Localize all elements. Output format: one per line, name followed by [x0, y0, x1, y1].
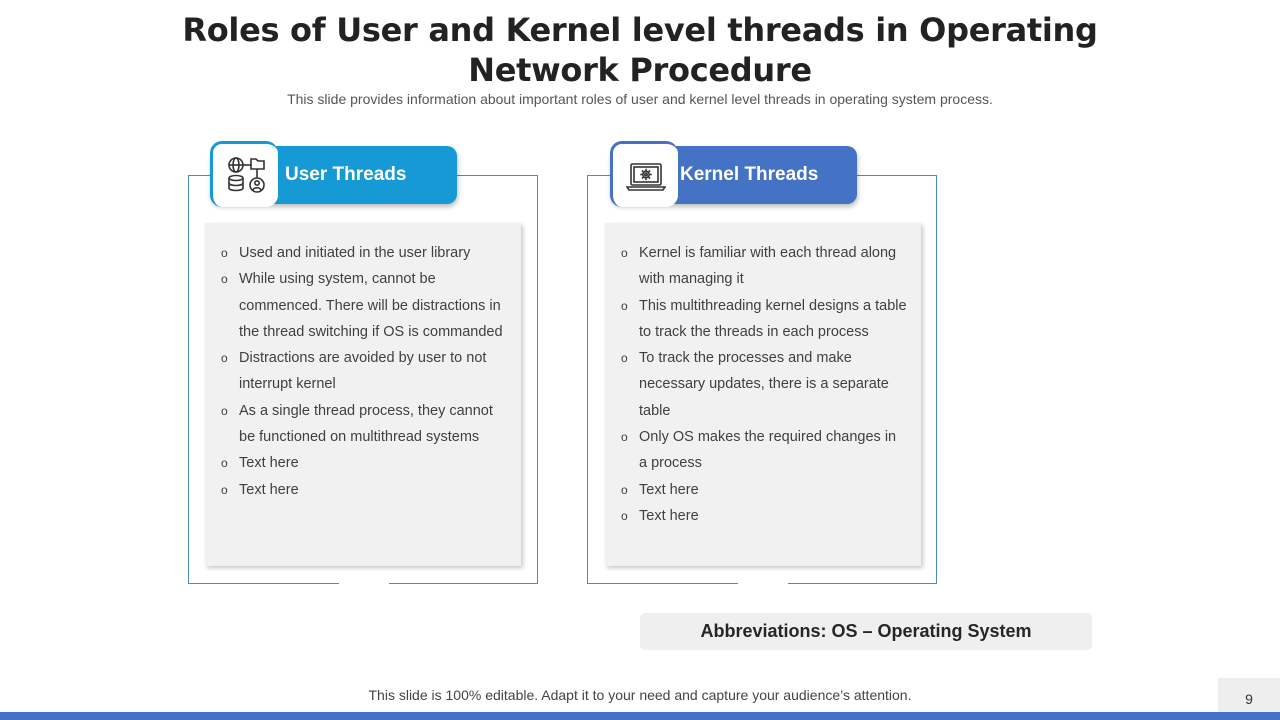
- list-item: [221, 477, 507, 503]
- panel-border-gap: [339, 581, 389, 585]
- list-item-text: Only OS makes the required changes in a process: [639, 429, 897, 472]
- bullet-marker: o: [621, 351, 628, 366]
- slide-title-line-1: Roles of User and Kernel level threads in Operating: [182, 11, 1098, 49]
- slide-subtitle: This slide provides information about important roles of user and kernel level threads in operating system process.: [287, 91, 993, 107]
- bullet-marker: o: [221, 403, 228, 418]
- list-item: [221, 240, 507, 266]
- panel-border-gap: [738, 581, 788, 585]
- list-item: [621, 424, 907, 477]
- list-item-text: This multithreading kernel designs a table to track the threads in each process: [639, 297, 907, 340]
- bullet-marker: o: [621, 246, 628, 260]
- list-item-text: While using system, cannot be commenced. There will be distractions in the thread switching if OS is commanded: [239, 271, 503, 340]
- list-item-text: Text here: [639, 507, 699, 524]
- user-threads-icon-tile: [210, 141, 278, 207]
- list-item: [621, 503, 907, 529]
- list-item: [221, 398, 507, 451]
- bullet-marker: o: [621, 508, 628, 523]
- bottom-accent-bar: [0, 712, 1280, 720]
- list-item: [621, 345, 907, 424]
- user-threads-title: User Threads: [285, 164, 407, 185]
- bullet-marker: o: [221, 246, 228, 260]
- bullet-marker: o: [621, 430, 628, 445]
- kernel-threads-card: [605, 223, 921, 566]
- kernel-threads-title: Kernel Threads: [680, 164, 819, 185]
- list-item: [621, 240, 907, 293]
- kernel-threads-list: [605, 223, 921, 529]
- kernel-threads-icon-tile: [610, 141, 678, 207]
- list-item-text: Text here: [239, 481, 299, 498]
- list-item: [221, 266, 507, 345]
- list-item: [621, 477, 907, 503]
- footer-note: This slide is 100% editable. Adapt it to your need and capture your audience’s attention.: [368, 687, 912, 703]
- slide-title: [140, 10, 1140, 90]
- user-threads-card: [205, 223, 521, 566]
- list-item: [221, 345, 507, 398]
- bullet-marker: o: [621, 482, 628, 497]
- list-item: [221, 450, 507, 476]
- list-item-text: Text here: [639, 481, 699, 498]
- abbreviations-box: Abbreviations: OS – Operating System: [640, 613, 1092, 650]
- list-item-text: Distractions are avoided by user to not interrupt kernel: [239, 350, 487, 393]
- page-number: 9: [1218, 678, 1280, 712]
- bullet-marker: o: [621, 298, 628, 313]
- user-threads-list: [205, 223, 521, 503]
- list-item-text: As a single thread process, they cannot be functioned on multithread systems: [239, 402, 493, 446]
- list-item: [621, 293, 907, 346]
- bullet-marker: o: [221, 351, 228, 366]
- list-item-text: Text here: [239, 455, 299, 472]
- list-item-text: Used and initiated in the user library: [239, 245, 471, 261]
- laptop-gear-icon: [626, 156, 666, 196]
- list-item-text: To track the processes and make necessary updates, there is a separate table: [639, 350, 889, 419]
- bullet-marker: o: [221, 482, 228, 497]
- slide-title-line-2: Network Procedure: [468, 51, 812, 89]
- bullet-marker: o: [221, 272, 228, 287]
- bullet-marker: o: [221, 456, 228, 471]
- list-item-text: Kernel is familiar with each thread along with managing it: [639, 245, 897, 288]
- network-database-user-icon: [226, 156, 266, 196]
